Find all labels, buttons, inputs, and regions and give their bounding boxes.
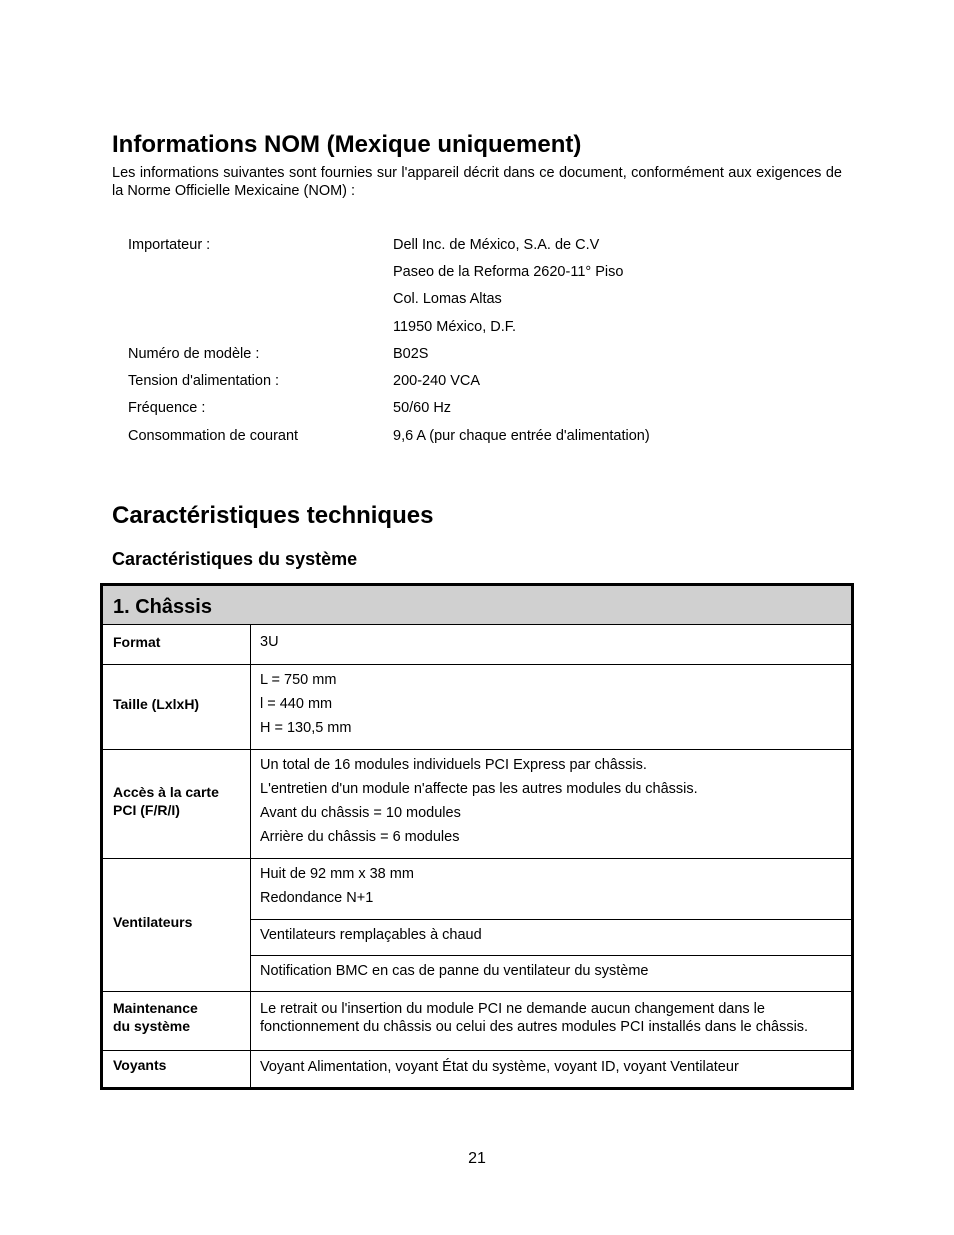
maintenance-label-line: Maintenance <box>113 1000 198 1016</box>
fans-line: Huit de 92 mm x 38 mm <box>260 866 414 882</box>
nom-value: Paseo de la Reforma 2620-11° Piso <box>393 264 624 280</box>
fans-label: Ventilateurs <box>113 914 193 930</box>
maintenance-label-line: du système <box>113 1018 191 1034</box>
leds-label: Voyants <box>113 1057 167 1073</box>
table-header-title: 1. Châssis <box>113 596 212 618</box>
size-height: H = 130,5 mm <box>260 720 352 736</box>
row-divider <box>103 664 851 665</box>
leds-value: Voyant Alimentation, voyant État du système, voyant ID, voyant Ventilateur <box>260 1059 739 1075</box>
nom-label: Numéro de modèle : <box>128 346 260 362</box>
nom-value: Col. Lomas Altas <box>393 291 502 307</box>
maintenance-line: fonctionnement du châssis ou celui des autres modules PCI installés dans le châssis. <box>260 1019 809 1035</box>
pci-access-label-line: Accès à la carte <box>113 784 219 800</box>
nom-row-frequency <box>128 398 828 418</box>
row-divider <box>103 749 851 750</box>
pci-access-line: Arrière du châssis = 6 modules <box>260 829 460 845</box>
nom-label: Tension d'alimentation : <box>128 373 280 389</box>
table-header <box>103 586 851 625</box>
size-width: l = 440 mm <box>260 696 333 712</box>
nom-row-address-city <box>128 317 828 337</box>
pci-access-label <box>113 783 219 819</box>
size-value <box>260 668 351 740</box>
tech-section-title: Caractéristiques techniques <box>112 502 434 529</box>
nom-value: 9,6 A (pur chaque entrée d'alimentation) <box>393 428 650 444</box>
size-length: L = 750 mm <box>260 672 337 688</box>
nom-value: Dell Inc. de México, S.A. de C.V <box>393 237 600 253</box>
nom-row-importer <box>128 235 828 255</box>
nom-label: Consommation de courant <box>128 428 299 444</box>
nom-label: Importateur : <box>128 237 211 253</box>
fans-line: Redondance N+1 <box>260 890 374 906</box>
nom-row-address-colonia <box>128 289 828 309</box>
nom-row-model <box>128 344 828 364</box>
format-label: Format <box>113 634 161 650</box>
sub-row-divider <box>250 919 851 920</box>
nom-label: Fréquence : <box>128 400 206 416</box>
row-divider <box>103 858 851 859</box>
nom-row-address-street <box>128 262 828 282</box>
nom-value: B02S <box>393 346 429 362</box>
pci-access-line: Un total de 16 modules individuels PCI Express par châssis. <box>260 757 647 773</box>
column-divider <box>250 625 251 1087</box>
row-divider <box>103 1050 851 1051</box>
nom-section-title: Informations NOM (Mexique uniquement) <box>112 131 582 158</box>
format-value: 3U <box>260 634 279 650</box>
nom-intro-paragraph: Les informations suivantes sont fournies sur l'appareil décrit dans ce document, conformément aux exigences de la Norme Officielle Mexicaine (NOM) : <box>112 165 842 199</box>
row-divider <box>103 991 851 992</box>
fans-notification: Notification BMC en cas de panne du ventilateur du système <box>260 963 649 979</box>
maintenance-label <box>113 999 198 1035</box>
nom-row-current <box>128 426 828 446</box>
maintenance-line: Le retrait ou l'insertion du module PCI ne demande aucun changement dans le <box>260 1001 765 1017</box>
nom-value: 11950 México, D.F. <box>393 319 517 335</box>
nom-value: 50/60 Hz <box>393 400 452 416</box>
pci-access-label-line: PCI (F/R/I) <box>113 802 180 818</box>
pci-access-line: L'entretien d'un module n'affecte pas les autres modules du châssis. <box>260 781 698 797</box>
sub-row-divider <box>250 955 851 956</box>
pci-access-value <box>260 753 698 849</box>
nom-row-voltage <box>128 371 828 391</box>
chassis-spec-table <box>100 583 854 1090</box>
fans-value <box>260 862 414 910</box>
nom-value: 200-240 VCA <box>393 373 481 389</box>
page-number: 21 <box>468 1150 486 1167</box>
size-label: Taille (LxlxH) <box>113 696 200 712</box>
system-specs-subtitle: Caractéristiques du système <box>112 549 358 569</box>
maintenance-value <box>260 1000 850 1036</box>
pci-access-line: Avant du châssis = 10 modules <box>260 805 461 821</box>
fans-hot-swap: Ventilateurs remplaçables à chaud <box>260 927 482 943</box>
